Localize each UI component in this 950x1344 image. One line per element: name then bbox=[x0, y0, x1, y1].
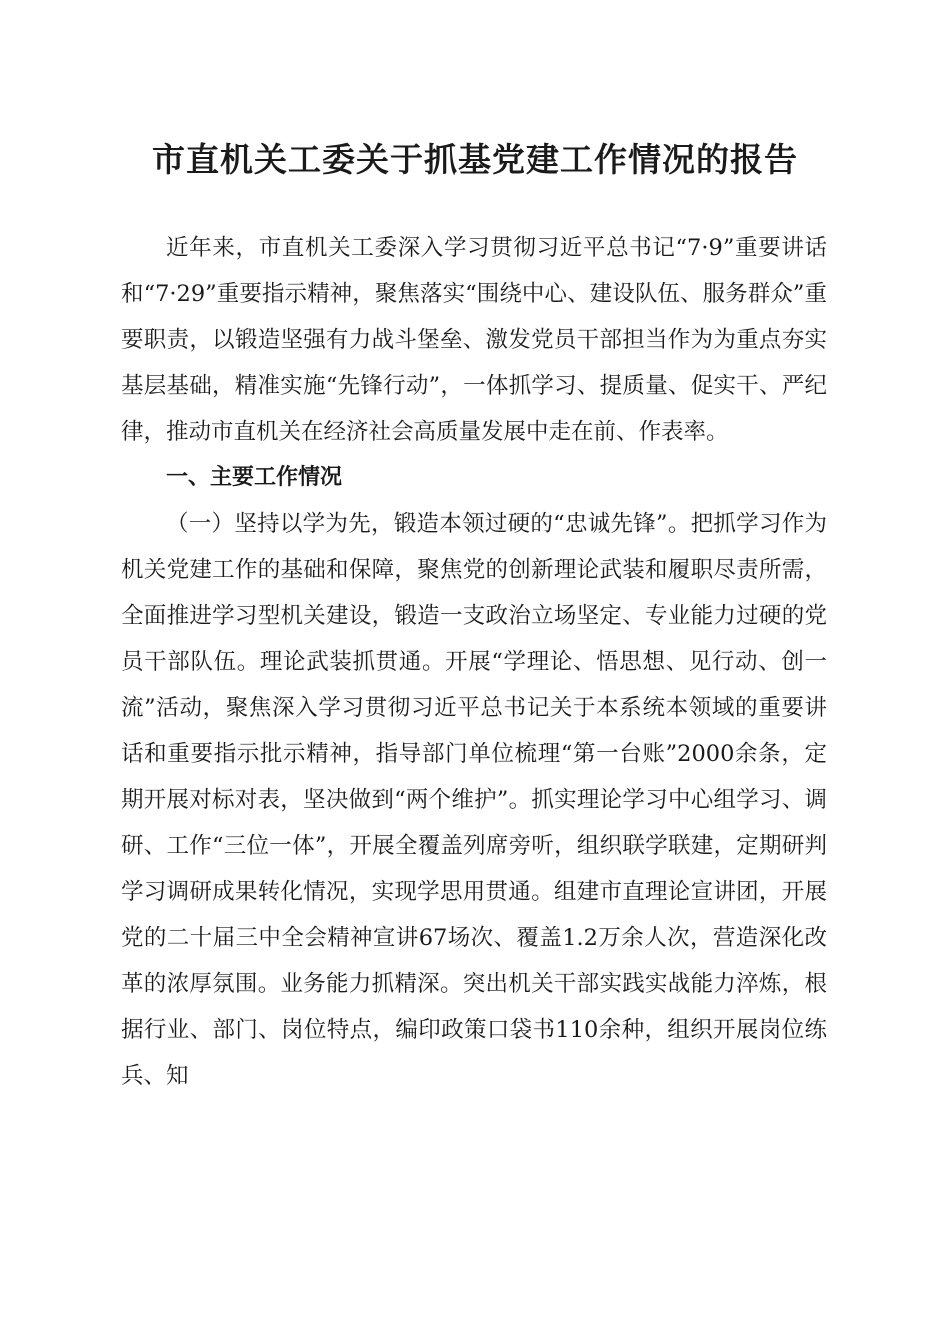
intro-paragraph: 近年来，市直机关工委深入学习贯彻习近平总书记“7·9”重要讲话和“7·29”重要指示精神，聚焦落实“围绕中心、建设队伍、服务群众”重要职责，以锻造坚强有力战斗堡垒、激发党员干部担当作为为重点夯实基层基础，精准实施“先锋行动”，一体抓学习、提质量、促实干、严纪律，推动市直机关在经济社会高质量发展中走在前、作表率。 bbox=[121, 235, 827, 445]
section-heading: 一、主要工作情况 bbox=[166, 465, 343, 490]
document-body bbox=[121, 225, 827, 1099]
document-title: 市直机关工委关于抓基党建工作情况的报告 bbox=[152, 140, 798, 179]
subsection-paragraph: （一）坚持以学为先，锻造本领过硬的“忠诚先锋”。把抓学习作为机关党建工作的基础和保障，聚焦党的创新理论武装和履职尽责所需，全面推进学习型机关建设，锻造一支政治立场坚定、专业能力过硬的党员干部队伍。理论武装抓贯通。开展“学理论、悟思想、见行动、创一流”活动，聚焦深入学习贯彻习近平总书记关于本系统本领域的重要讲话和重要指示批示精神，指导部门单位梳理“第一台账”2000余条，定期开展对标对表，坚决做到“两个维护”。抓实理论学习中心组学习、调研、工作“三位一体”，开展全覆盖列席旁听，组织联学联建，定期研判学习调研成果转化情况，实现学思用贯通。组建市直理论宣讲团，开展党的二十届三中全会精神宣讲67场次、覆盖1.2万余人次，营造深化改革的浓厚氛围。业务能力抓精深。突出机关干部实践实战能力淬炼，根据行业、部门、岗位特点，编印政策口袋书110余种，组织开展岗位练兵、知 bbox=[121, 511, 827, 1089]
